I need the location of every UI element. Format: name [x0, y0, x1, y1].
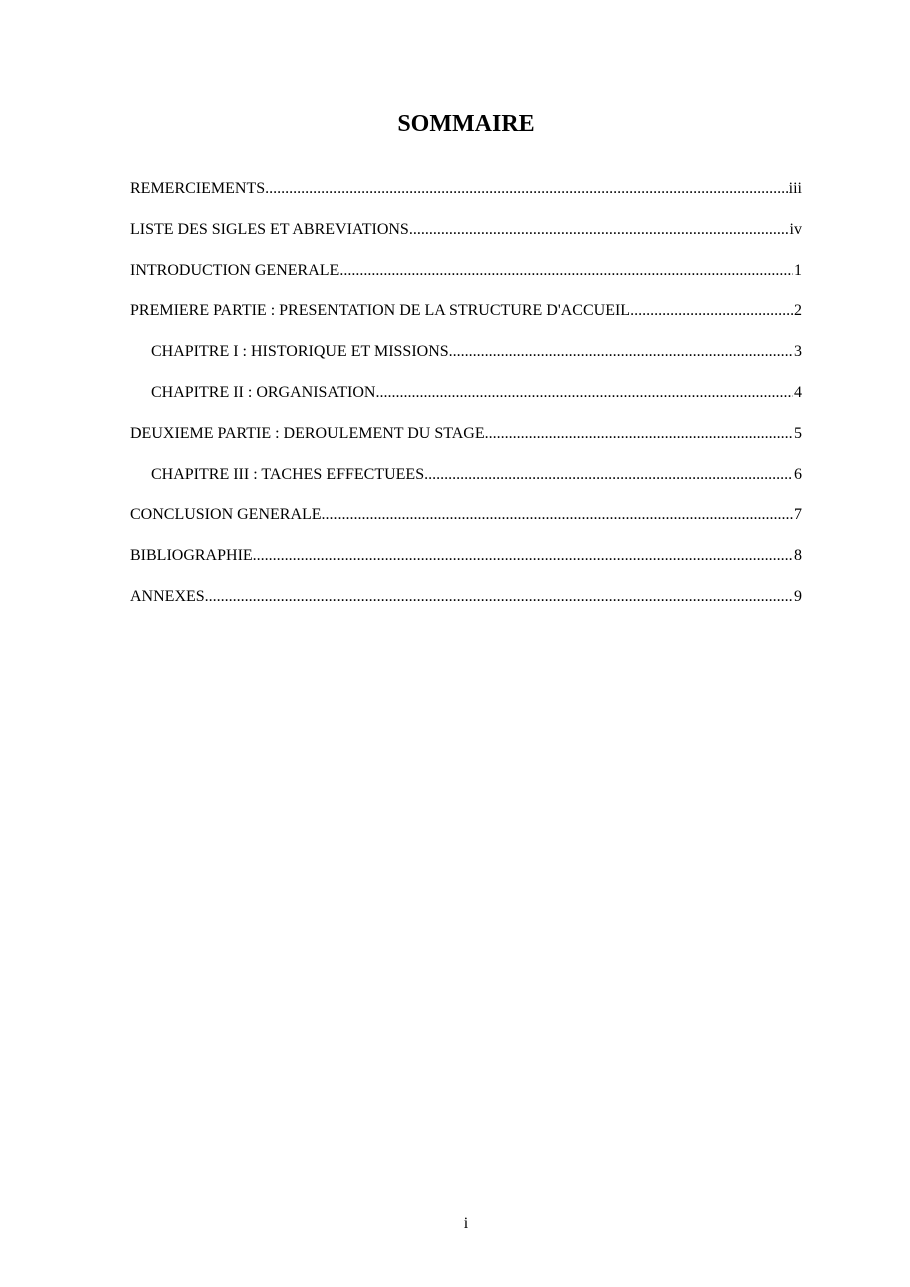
toc-dot-leader	[375, 380, 793, 406]
toc-entry-bibliographie[interactable]	[130, 543, 802, 584]
toc-entry-label: LISTE DES SIGLES ET ABREVIATIONS	[130, 220, 409, 238]
toc-dot-leader	[485, 421, 793, 447]
toc-entry-label: CONCLUSION GENERALE	[130, 506, 322, 524]
toc-entry-page: iii	[788, 180, 802, 197]
toc-entry-label: CHAPITRE III : TACHES EFFECTUEES	[151, 465, 425, 483]
toc-entry-label: ANNEXES	[130, 587, 205, 605]
toc-dot-leader	[449, 339, 793, 365]
page-title: SOMMAIRE	[397, 111, 535, 137]
toc-entry-sigles-abreviations[interactable]	[130, 217, 802, 258]
toc-entry-chapitre-2[interactable]	[130, 380, 802, 421]
toc-entry-deuxieme-partie[interactable]	[130, 421, 802, 462]
toc-entry-page: 7	[794, 506, 802, 524]
toc-dot-leader	[630, 298, 793, 324]
toc-dot-leader	[253, 543, 793, 569]
toc-dot-leader	[322, 502, 793, 528]
toc-entry-conclusion[interactable]	[130, 502, 802, 543]
table-of-contents	[130, 176, 802, 625]
toc-entry-label: CHAPITRE II : ORGANISATION	[151, 383, 376, 401]
toc-entry-page: 6	[794, 465, 802, 483]
toc-entry-label: REMERCIEMENTS	[130, 180, 266, 197]
toc-entry-page: 8	[794, 547, 802, 565]
toc-dot-leader	[205, 584, 793, 610]
toc-entry-page: 5	[794, 424, 802, 442]
toc-entry-label: PREMIERE PARTIE : PRESENTATION DE LA STRUCTURE D'ACCUEIL	[130, 302, 631, 320]
toc-entry-remerciements[interactable]	[130, 176, 802, 217]
toc-dot-leader	[409, 217, 789, 243]
toc-entry-page: 4	[794, 383, 802, 401]
toc-entry-page: iv	[789, 220, 802, 238]
toc-entry-label: INTRODUCTION GENERALE	[130, 261, 340, 279]
toc-dot-leader	[265, 176, 788, 202]
toc-dot-leader	[424, 462, 793, 488]
toc-entry-label: CHAPITRE I : HISTORIQUE ET MISSIONS	[151, 343, 449, 361]
toc-entry-annexes[interactable]	[130, 584, 802, 625]
toc-dot-leader	[339, 258, 793, 284]
toc-entry-premiere-partie[interactable]	[130, 298, 802, 339]
toc-entry-label: DEUXIEME PARTIE : DEROULEMENT DU STAGE	[130, 424, 485, 442]
toc-entry-chapitre-1[interactable]	[130, 339, 802, 380]
toc-entry-page: 9	[794, 587, 802, 605]
page-number: i	[463, 1215, 469, 1232]
toc-entry-page: 1	[794, 261, 802, 279]
toc-entry-page: 3	[794, 343, 802, 361]
toc-entry-page: 2	[794, 302, 802, 320]
toc-entry-label: BIBLIOGRAPHIE	[130, 547, 253, 565]
toc-entry-chapitre-3[interactable]	[130, 462, 802, 503]
toc-entry-introduction[interactable]	[130, 258, 802, 299]
